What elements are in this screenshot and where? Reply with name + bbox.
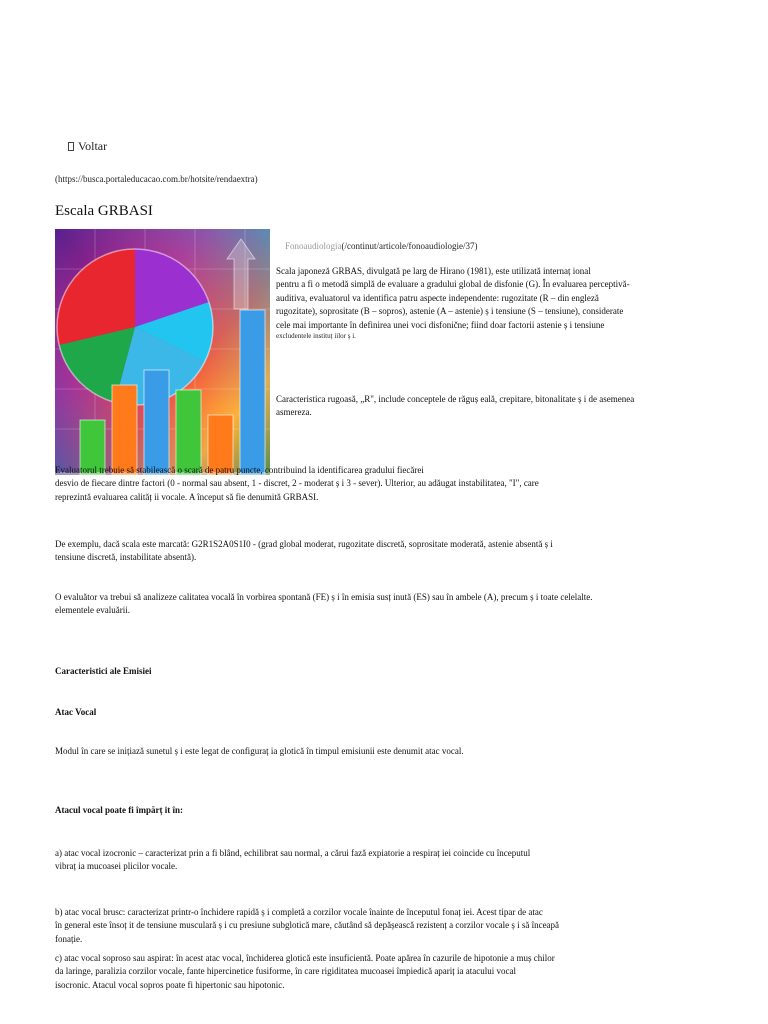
paragraph-intro: Scala japoneză GRBAS, divulgată pe larg de Hirano (1981), este utilizată internaț ional pentru a fi o metodă simplă de evaluare a gradului global de disfonie (G). În evaluarea perceptivă- auditiva, evaluatorul va identifica patru aspecte independente: rugozitate (R – din engleză rugozitate), soprositate (B – sopros), astenie (A – astenie) ș i tensiune (S – tensiune), considerate cele mai importante în definirea unei voci disfonične; fiind doar factorii astenie ș i tensiune	[276, 266, 630, 330]
paragraph-vocal-attack-definition: Modul în care se inițiază sunetul ș i este legat de configuraț ia glotică în timpul emisiunii este denumit atac vocal.	[55, 746, 464, 756]
category-name: Fonoaudiologia	[285, 241, 342, 251]
paragraph-attack-isochronic: a) atac vocal izocronic – caracterizat prin a fi blând, echilibrat sau normal, a cărui fază expiatorie a respiraț iei coincide cu începutul vibraț ia mucoasei plicilor vocale.	[55, 848, 531, 872]
heading-emission-characteristics: Caracteristici ale Emisiei	[55, 666, 152, 676]
back-label: Voltar	[78, 139, 108, 153]
hero-bar	[112, 385, 137, 475]
back-link[interactable]	[68, 138, 107, 154]
paragraph-attack-breathy: c) atac vocal soproso sau aspirat: în acest atac vocal, închiderea glotică este insuficientă. Poate apărea în cazurile de hipotonie a muș chilor da laringe, paralizia corzilor vocale, fante hipercinetice fusiforme, în care rigiditatea mucoasei împiedică apariț ia atacului vocal isocronic. Atacul vocal sopros poate fi hipertonic sau hipotonic.	[55, 953, 555, 990]
hero-bar	[240, 310, 265, 475]
heading-vocal-attack: Atac Vocal	[55, 707, 97, 717]
hero-chart-image	[55, 229, 270, 475]
category-path: (/continut/articole/fonoaudiologie/37)	[341, 241, 478, 251]
hero-bar	[144, 370, 169, 475]
paragraph-intro-footnote: excludentele instituț iilor ș i.	[276, 332, 356, 340]
paragraph-vocal-quality: O evaluător va trebui să analizeze calitatea vocală în vorbirea spontană (FE) ș i în emisia susț inută (ES) sau în ambele (A), precum ș i toate celelalte. elementele evaluării.	[55, 592, 593, 616]
hero-bar	[176, 390, 201, 475]
paragraph-rugosa: Caracteristica rugoasă, „R", include conceptele de răguș eală, crepitare, bitonalitate ș i de asemenea asmereza.	[276, 394, 635, 418]
paragraph-evaluator-scale: Evaluatorul trebuie să stabilească o scară de patru puncte, contribuind la identificarea gradului fiecărei desvio de fiecare dintre factori (0 - normal sau absent, 1 - discret, 2 - moderat ș i 3 - sever). Ulterior, au adăugat instabilitatea, "I", care reprezintă evaluarea calităț ii vocale. A început să fie denumită GRBASI.	[55, 465, 539, 502]
paragraph-attack-sudden: b) atac vocal brusc: caracterizat printr-o închidere rapidă ș i completă a corzilor vocale înainte de începutul fonaț iei. Acest tipar de atac în general este însoț it de tensiune musculară ș i cu presiune subglotică mare, căutând să depășească rezistenț a corzilor vocale ș i să înceapă fonație.	[55, 907, 560, 944]
heading-vocal-attack-types: Atacul vocal poate fi împărț it în:	[55, 805, 183, 815]
category-link[interactable]	[285, 241, 477, 251]
back-icon	[68, 142, 74, 151]
paragraph-example: De exemplu, dacă scala este marcată: G2R1S2A0S1I0 - (grad global moderat, rugozitate discretă, soprositate moderată, astenie absentă ș i tensiune discretă, instabilitate absentă).	[55, 539, 553, 563]
source-url[interactable]: (https://busca.portaleducacao.com.br/hotsite/rendaextra)	[55, 174, 258, 184]
page-title: Escala GRBASI	[55, 203, 153, 219]
